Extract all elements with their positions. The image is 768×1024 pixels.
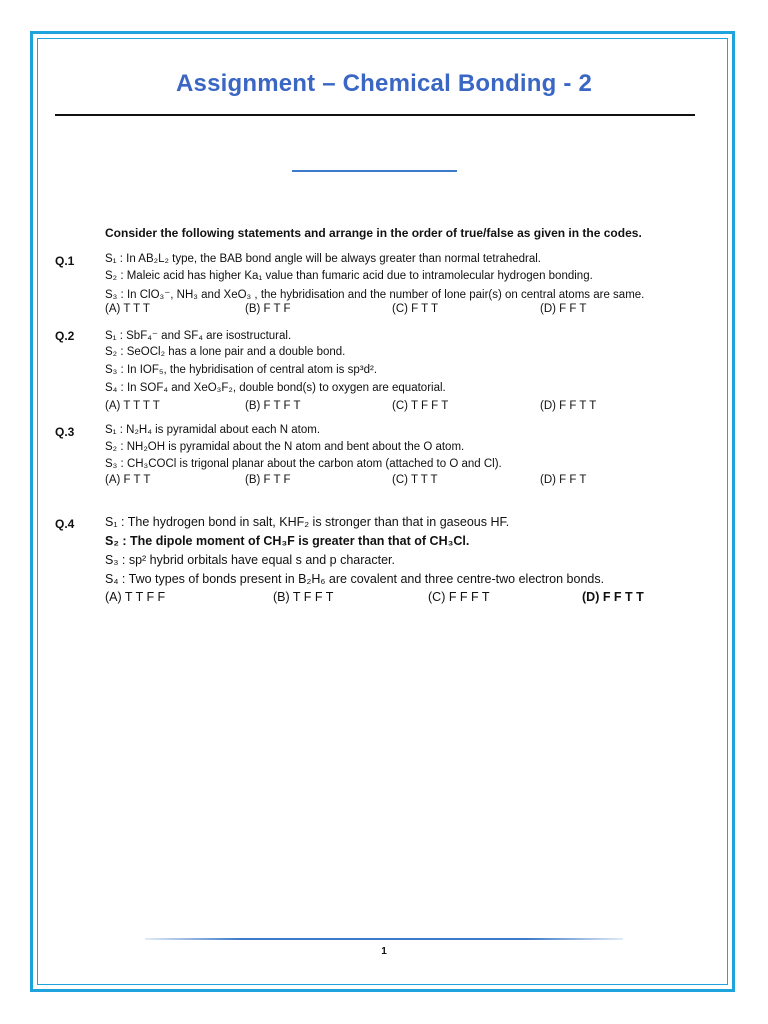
statement: S₃ : In IOF₅, the hybridisation of central atom is sp³d². <box>105 364 378 376</box>
statement: S₃ : sp² hybrid orbitals have equal s and p character. <box>105 553 395 567</box>
option: (A) T T T <box>105 303 150 315</box>
statement: S₁ : SbF₄⁻ and SF₄ are isostructural. <box>105 330 292 342</box>
page-border-inner <box>37 38 728 985</box>
footer-divider <box>145 938 623 940</box>
question-label: Q.3 <box>55 425 75 439</box>
statement: S₂ : Maleic acid has higher Ka₁ value than fumaric acid due to intramolecular hydrogen bonding. <box>105 270 593 282</box>
option: (A) T T F F <box>105 590 166 604</box>
page-number: 1 <box>381 946 387 957</box>
option: (C) T T T <box>392 474 438 486</box>
option: (A) F T T <box>105 474 151 486</box>
question-label: Q.4 <box>55 517 75 531</box>
option: (C) F F F T <box>428 590 490 604</box>
option: (B) T F F T <box>273 590 334 604</box>
statement: S₂ : SeOCl₂ has a lone pair and a double bond. <box>105 346 346 358</box>
option: (A) T T T T <box>105 400 160 412</box>
statement: S₄ : In SOF₄ and XeO₃F₂, double bond(s) to oxygen are equatorial. <box>105 382 446 394</box>
statement: S₂ : The dipole moment of CH₃F is greater than that of CH₃Cl. <box>105 534 470 548</box>
option: (C) F T T <box>392 303 438 315</box>
statement: S₃ : CH₃COCl is trigonal planar about the carbon atom (attached to O and Cl). <box>105 458 502 470</box>
option: (D) F F T T <box>582 590 644 604</box>
statement: S₂ : NH₂OH is pyramidal about the N atom and bent about the O atom. <box>105 441 465 453</box>
option: (C) T F F T <box>392 400 449 412</box>
title-divider <box>55 114 695 116</box>
page-title: Assignment – Chemical Bonding - 2 <box>176 70 592 97</box>
option: (B) F T F <box>245 474 291 486</box>
option: (D) F F T <box>540 474 587 486</box>
instruction-text: Consider the following statements and arrange in the order of true/false as given in the codes. <box>105 226 642 240</box>
option: (D) F F T T <box>540 400 597 412</box>
option: (B) F T F T <box>245 400 301 412</box>
statement: S₄ : Two types of bonds present in B₂H₆ are covalent and three centre-two electron bonds. <box>105 572 605 586</box>
question-label: Q.2 <box>55 329 75 343</box>
statement: S₃ : In ClO₃⁻, NH₃ and XeO₃ , the hybridisation and the number of lone pair(s) on central atoms are same. <box>105 289 645 301</box>
short-divider <box>292 170 457 172</box>
statement: S₁ : In AB₂L₂ type, the BAB bond angle will be always greater than normal tetrahedral. <box>105 253 542 265</box>
question-label: Q.1 <box>55 254 75 268</box>
option: (D) F F T <box>540 303 587 315</box>
statement: S₁ : N₂H₄ is pyramidal about each N atom. <box>105 424 321 436</box>
statement: S₁ : The hydrogen bond in salt, KHF₂ is stronger than that in gaseous HF. <box>105 515 510 529</box>
option: (B) F T F <box>245 303 291 315</box>
